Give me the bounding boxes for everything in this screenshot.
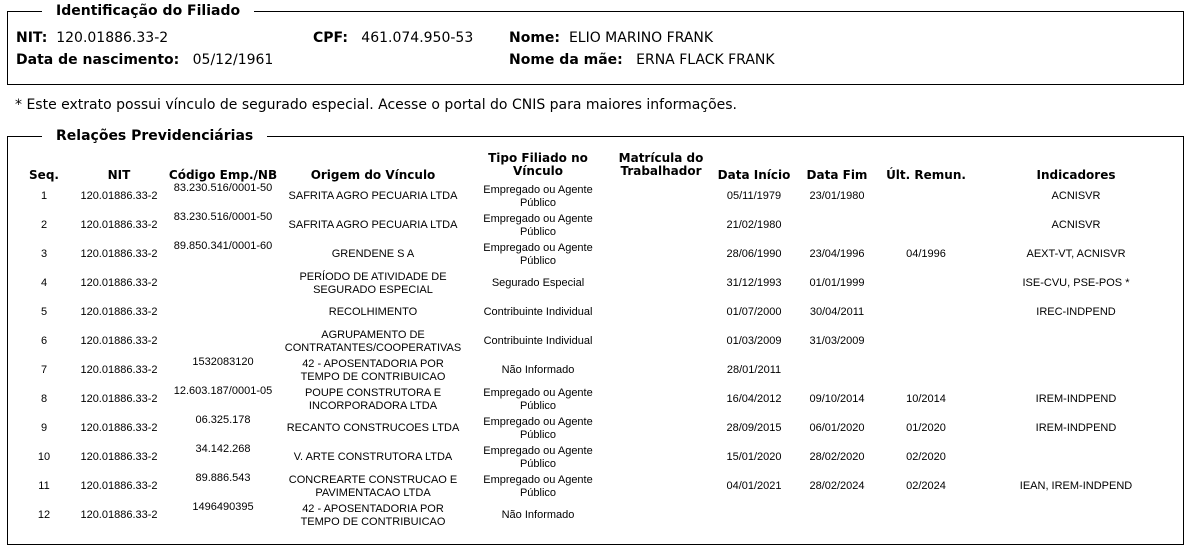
col-tipo-cell: Empregado ou Agente Público (483, 444, 593, 470)
col-indicadores-cell (976, 501, 1176, 530)
col-origem-cell: AGRUPAMENTO DE CONTRATANTES/COOPERATIVAS (284, 328, 462, 354)
mae-label: Nome da mãe: (509, 52, 623, 68)
col-indicadores-cell: IEAN, IREM-INDPEND (1019, 480, 1133, 492)
table-row (14, 298, 1176, 327)
col-tipo-cell: Empregado ou Agente Público (483, 415, 593, 441)
table-header-row (14, 152, 1176, 182)
table-row (14, 240, 1176, 269)
col-seq-header: Seq. (29, 168, 59, 182)
col-matricula-cell (612, 414, 710, 443)
nascimento-field (16, 51, 273, 69)
col-origem-cell: PERÍODO DE ATIVIDADE DE SEGURADO ESPECIAL (299, 270, 447, 296)
col-seq-cell: 10 (37, 451, 51, 463)
col-codigo-cell: 06.325.178 (195, 414, 251, 426)
col-seq-cell: 5 (40, 306, 48, 318)
col-nit-cell: 120.01886.33-2 (80, 277, 158, 289)
col-nit-cell: 120.01886.33-2 (80, 451, 158, 463)
nit-field (16, 29, 168, 47)
nome-label: Nome: (509, 30, 561, 46)
col-seq-cell: 4 (40, 277, 48, 289)
table-body (14, 182, 1176, 530)
col-data-fim-cell (798, 211, 876, 240)
col-nit-cell: 120.01886.33-2 (80, 219, 158, 231)
col-ult-remun-cell (876, 269, 976, 298)
col-indicadores-cell: IREM-INDPEND (1035, 393, 1117, 405)
col-tipo-cell: Não Informado (501, 509, 575, 521)
col-matricula-cell (612, 443, 710, 472)
col-data-inicio-cell: 21/02/1980 (726, 219, 782, 231)
col-nit-cell: 120.01886.33-2 (80, 306, 158, 318)
mae-field (509, 51, 775, 69)
col-seq-cell: 3 (40, 248, 48, 260)
col-indicadores-cell (976, 443, 1176, 472)
col-origem-cell: SAFRITA AGRO PECUARIA LTDA (288, 219, 458, 231)
col-origem-cell: RECOLHIMENTO (328, 306, 418, 318)
col-tipo-cell: Não Informado (501, 364, 575, 376)
col-tipo-cell: Contribuinte Individual (483, 335, 593, 347)
col-origem-cell: 42 - APOSENTADORIA POR TEMPO DE CONTRIBUICAO (300, 357, 446, 383)
col-nit-header: NIT (107, 168, 131, 182)
col-data-inicio-cell: 28/09/2015 (726, 422, 782, 434)
nit-label: NIT: (16, 30, 48, 46)
col-tipo-cell: Empregado ou Agente Público (483, 386, 593, 412)
col-data-fim-cell: 09/10/2014 (809, 393, 865, 405)
table-row (14, 269, 1176, 298)
col-data-inicio-cell: 15/01/2020 (726, 451, 782, 463)
col-matricula-cell (612, 472, 710, 501)
nit-value: 120.01886.33-2 (56, 30, 169, 46)
relacoes-legend: Relações Previdenciárias (42, 127, 267, 145)
col-nit-cell: 120.01886.33-2 (80, 393, 158, 405)
col-tipo-cell: Empregado ou Agente Público (483, 241, 593, 267)
cpf-value: 461.074.950-53 (361, 30, 474, 46)
col-origem-cell: GRENDENE S A (331, 248, 415, 260)
col-ult-remun-cell: 01/2020 (906, 422, 946, 434)
col-origem-cell: CONCREARTE CONSTRUCAO E PAVIMENTACAO LTDA (288, 473, 458, 499)
col-matricula-cell (612, 298, 710, 327)
col-nit-cell: 120.01886.33-2 (80, 190, 158, 202)
col-ult-remun-cell (876, 211, 976, 240)
col-nit-cell: 120.01886.33-2 (80, 509, 158, 521)
col-indicadores-cell: ACNISVR (1051, 190, 1101, 202)
col-data-inicio-cell: 04/01/2021 (726, 480, 782, 492)
col-matricula-cell (612, 501, 710, 530)
col-data-fim-cell: 23/01/1980 (809, 190, 865, 202)
relacoes-table (14, 152, 1176, 530)
col-nit-cell: 120.01886.33-2 (80, 335, 158, 347)
col-data-fim-cell (798, 501, 876, 530)
col-data-inicio-cell (710, 501, 798, 530)
table-row (14, 443, 1176, 472)
col-data-inicio-cell: 28/01/2011 (726, 364, 782, 376)
table-row (14, 414, 1176, 443)
col-seq-cell: 9 (40, 422, 48, 434)
col-ult-remun-cell: 02/2024 (906, 480, 946, 492)
col-nit-cell: 120.01886.33-2 (80, 364, 158, 376)
col-indicadores-cell (976, 356, 1176, 385)
col-data-inicio-cell: 01/03/2009 (726, 335, 782, 347)
col-ult-remun-cell: 04/1996 (906, 248, 946, 260)
col-indicadores-header: Indicadores (1036, 168, 1116, 182)
col-codigo-cell: 34.142.268 (195, 443, 251, 455)
col-matricula-cell (612, 269, 710, 298)
col-ult-remun-cell (876, 182, 976, 211)
col-nit-cell: 120.01886.33-2 (80, 248, 158, 260)
col-data-inicio-header: Data Início (717, 168, 791, 182)
col-data-fim-cell (798, 356, 876, 385)
col-data-inicio-cell: 31/12/1993 (726, 277, 782, 289)
col-origem-header: Origem do Vínculo (310, 168, 436, 182)
identificacao-legend: Identificação do Filiado (42, 2, 254, 20)
col-matricula-cell (612, 327, 710, 356)
col-ult-remun-cell: 02/2020 (906, 451, 946, 463)
col-seq-cell: 12 (37, 509, 51, 521)
col-codigo-header: Código Emp./NB (168, 168, 278, 182)
col-codigo-cell (164, 327, 282, 356)
col-seq-cell: 2 (40, 219, 48, 231)
col-seq-cell: 1 (40, 190, 48, 202)
col-ult-remun-cell (876, 356, 976, 385)
col-indicadores-cell: IREM-INDPEND (1035, 422, 1117, 434)
col-origem-cell: 42 - APOSENTADORIA POR TEMPO DE CONTRIBUICAO (300, 502, 446, 528)
col-nit-cell: 120.01886.33-2 (80, 480, 158, 492)
col-codigo-cell: 89.886.543 (195, 472, 251, 484)
col-indicadores-cell: IREC-INDPEND (1036, 306, 1116, 318)
col-tipo-cell: Segurado Especial (491, 277, 585, 289)
table-row (14, 182, 1176, 211)
col-matricula-header: Matrícula do Trabalhador (618, 151, 704, 178)
col-tipo-header: Tipo Filiado no Vínculo (488, 151, 588, 178)
col-tipo-cell: Empregado ou Agente Público (483, 473, 593, 499)
col-codigo-cell: 12.603.187/0001-05 (173, 385, 273, 397)
table-row (14, 211, 1176, 240)
col-data-fim-cell: 23/04/1996 (809, 248, 865, 260)
col-codigo-cell: 83.230.516/0001-50 (173, 182, 273, 194)
table-row (14, 472, 1176, 501)
segurado-especial-note: * Este extrato possui vínculo de segurado especial. Acesse o portal do CNIS para maiores informações. (15, 97, 737, 113)
nome-value: ELIO MARINO FRANK (568, 30, 714, 46)
cpf-label: CPF: (313, 30, 348, 46)
col-data-inicio-cell: 05/11/1979 (726, 190, 782, 202)
mae-value: ERNA FLACK FRANK (636, 52, 775, 68)
col-data-inicio-cell: 16/04/2012 (726, 393, 782, 405)
col-ult-remun-cell (876, 501, 976, 530)
col-codigo-cell: 1496490395 (192, 501, 254, 513)
col-codigo-cell: 1532083120 (192, 356, 254, 368)
col-nit-cell: 120.01886.33-2 (80, 422, 158, 434)
col-data-inicio-cell: 01/07/2000 (726, 306, 782, 318)
col-indicadores-cell: ISE-CVU, PSE-POS * (1022, 277, 1130, 289)
nascimento-value: 05/12/1961 (192, 52, 274, 68)
table-row (14, 385, 1176, 414)
col-codigo-cell: 83.230.516/0001-50 (173, 211, 273, 223)
col-codigo-cell: 89.850.341/0001-60 (173, 240, 273, 252)
col-data-fim-cell: 28/02/2024 (809, 480, 865, 492)
identificacao-section (7, 11, 1184, 85)
col-codigo-cell (164, 298, 282, 327)
table-row (14, 327, 1176, 356)
col-matricula-cell (612, 240, 710, 269)
col-data-fim-cell: 31/03/2009 (809, 335, 865, 347)
col-matricula-cell (612, 385, 710, 414)
col-origem-cell: SAFRITA AGRO PECUARIA LTDA (288, 190, 458, 202)
col-origem-cell: POUPE CONSTRUTORA E INCORPORADORA LTDA (304, 386, 442, 412)
col-ult-remun-cell: 10/2014 (906, 393, 946, 405)
table-row (14, 356, 1176, 385)
table-row (14, 501, 1176, 530)
col-indicadores-cell: ACNISVR (1051, 219, 1101, 231)
col-ult-remun-cell (876, 327, 976, 356)
col-data-fim-cell: 06/01/2020 (809, 422, 865, 434)
nome-field (509, 29, 713, 47)
col-codigo-cell (164, 269, 282, 298)
col-data-inicio-cell: 28/06/1990 (726, 248, 782, 260)
col-indicadores-cell: AEXT-VT, ACNISVR (1026, 248, 1126, 260)
col-data-fim-cell: 30/04/2011 (809, 306, 865, 318)
col-tipo-cell: Empregado ou Agente Público (483, 183, 593, 209)
col-tipo-cell: Empregado ou Agente Público (483, 212, 593, 238)
col-matricula-cell (612, 211, 710, 240)
col-seq-cell: 11 (38, 480, 50, 492)
col-origem-cell: V. ARTE CONSTRUTORA LTDA (293, 451, 453, 463)
nascimento-label: Data de nascimento: (16, 52, 180, 68)
col-tipo-cell: Contribuinte Individual (483, 306, 593, 318)
col-ult-remun-cell (876, 298, 976, 327)
cpf-field (313, 29, 473, 47)
col-data-fim-cell: 28/02/2020 (809, 451, 865, 463)
col-matricula-cell (612, 356, 710, 385)
col-data-fim-header: Data Fim (806, 168, 868, 182)
col-seq-cell: 6 (40, 335, 48, 347)
col-seq-cell: 7 (40, 364, 48, 376)
col-ult-remun-header: Últ. Remun. (886, 168, 966, 182)
col-indicadores-cell (976, 327, 1176, 356)
col-seq-cell: 8 (40, 393, 48, 405)
col-data-fim-cell: 01/01/1999 (809, 277, 865, 289)
col-matricula-cell (612, 182, 710, 211)
col-origem-cell: RECANTO CONSTRUCOES LTDA (286, 422, 460, 434)
